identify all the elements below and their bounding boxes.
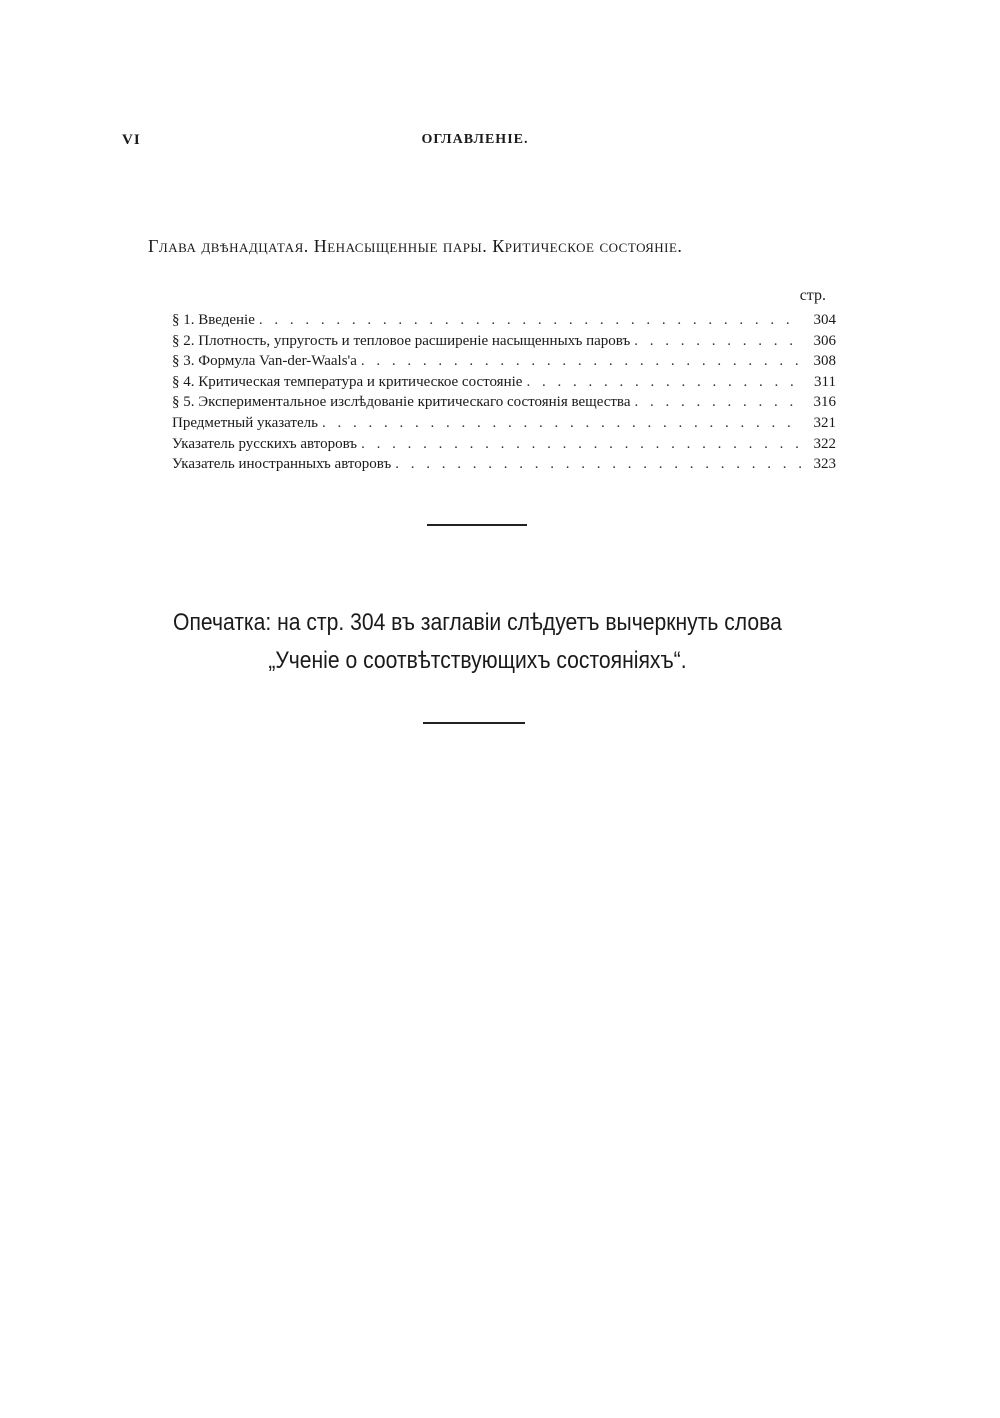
erratum-line: Опечатка: на стр. 304 въ заглавіи слѣдуетъ вычеркнуть слова — [173, 609, 782, 636]
toc-entry-page: 321 — [813, 414, 836, 431]
toc-entry-label: § 5. Экспериментальное изслѣдованіе критическаго состоянія вещества — [172, 392, 634, 413]
toc-entry-page: 316 — [813, 394, 836, 411]
toc-entry-page: 304 — [813, 312, 836, 328]
dot-leader — [634, 331, 802, 352]
erratum-note — [57, 604, 897, 680]
table-of-contents — [172, 286, 836, 475]
toc-entry-page: 322 — [813, 435, 836, 452]
dot-leader — [361, 434, 802, 455]
toc-entry — [172, 372, 836, 393]
page-number: VI — [122, 132, 141, 148]
toc-entry — [172, 454, 836, 475]
toc-entry-label: Указатель иностранныхъ авторовъ — [172, 454, 395, 475]
page-column-label: стр. — [799, 287, 826, 304]
dot-leader — [395, 454, 802, 475]
toc-entry-label: § 1. Введеніе — [172, 310, 259, 331]
chapter-title: Глава двѣнадцатая. Ненасыщенные пары. Критическое состояніе. — [148, 236, 683, 256]
erratum-line: „Ученіе о соотвѣтствующихъ состояніяхъ“. — [268, 647, 687, 674]
dot-leader — [361, 351, 802, 372]
dot-leader — [526, 372, 802, 393]
divider-rule — [423, 722, 525, 724]
toc-entry — [172, 351, 836, 372]
toc-entry — [172, 434, 836, 455]
toc-entry-label: Предметный указатель — [172, 413, 322, 434]
toc-entry — [172, 310, 836, 331]
toc-entry-page: 323 — [813, 456, 836, 473]
toc-entry-label: § 4. Критическая температура и критическое состояніе — [172, 372, 526, 393]
divider-rule — [427, 524, 527, 526]
running-title: ОГЛАВЛЕНІЕ. — [421, 132, 529, 147]
toc-entry — [172, 392, 836, 413]
dot-leader — [259, 310, 802, 331]
dot-leader — [322, 413, 802, 434]
toc-entry-page: 308 — [813, 353, 836, 370]
toc-entry-label: Указатель русскихъ авторовъ — [172, 434, 361, 455]
toc-entry-label: § 3. Формула Van-der-Waals'a — [172, 351, 361, 372]
toc-entry-page: 311 — [814, 373, 836, 390]
toc-entry — [172, 331, 836, 352]
toc-entry-page: 306 — [813, 332, 836, 349]
toc-entry — [172, 413, 836, 434]
toc-entry-label: § 2. Плотность, упругость и тепловое расширеніе насыщенныхъ паровъ — [172, 331, 634, 352]
dot-leader — [634, 392, 802, 413]
